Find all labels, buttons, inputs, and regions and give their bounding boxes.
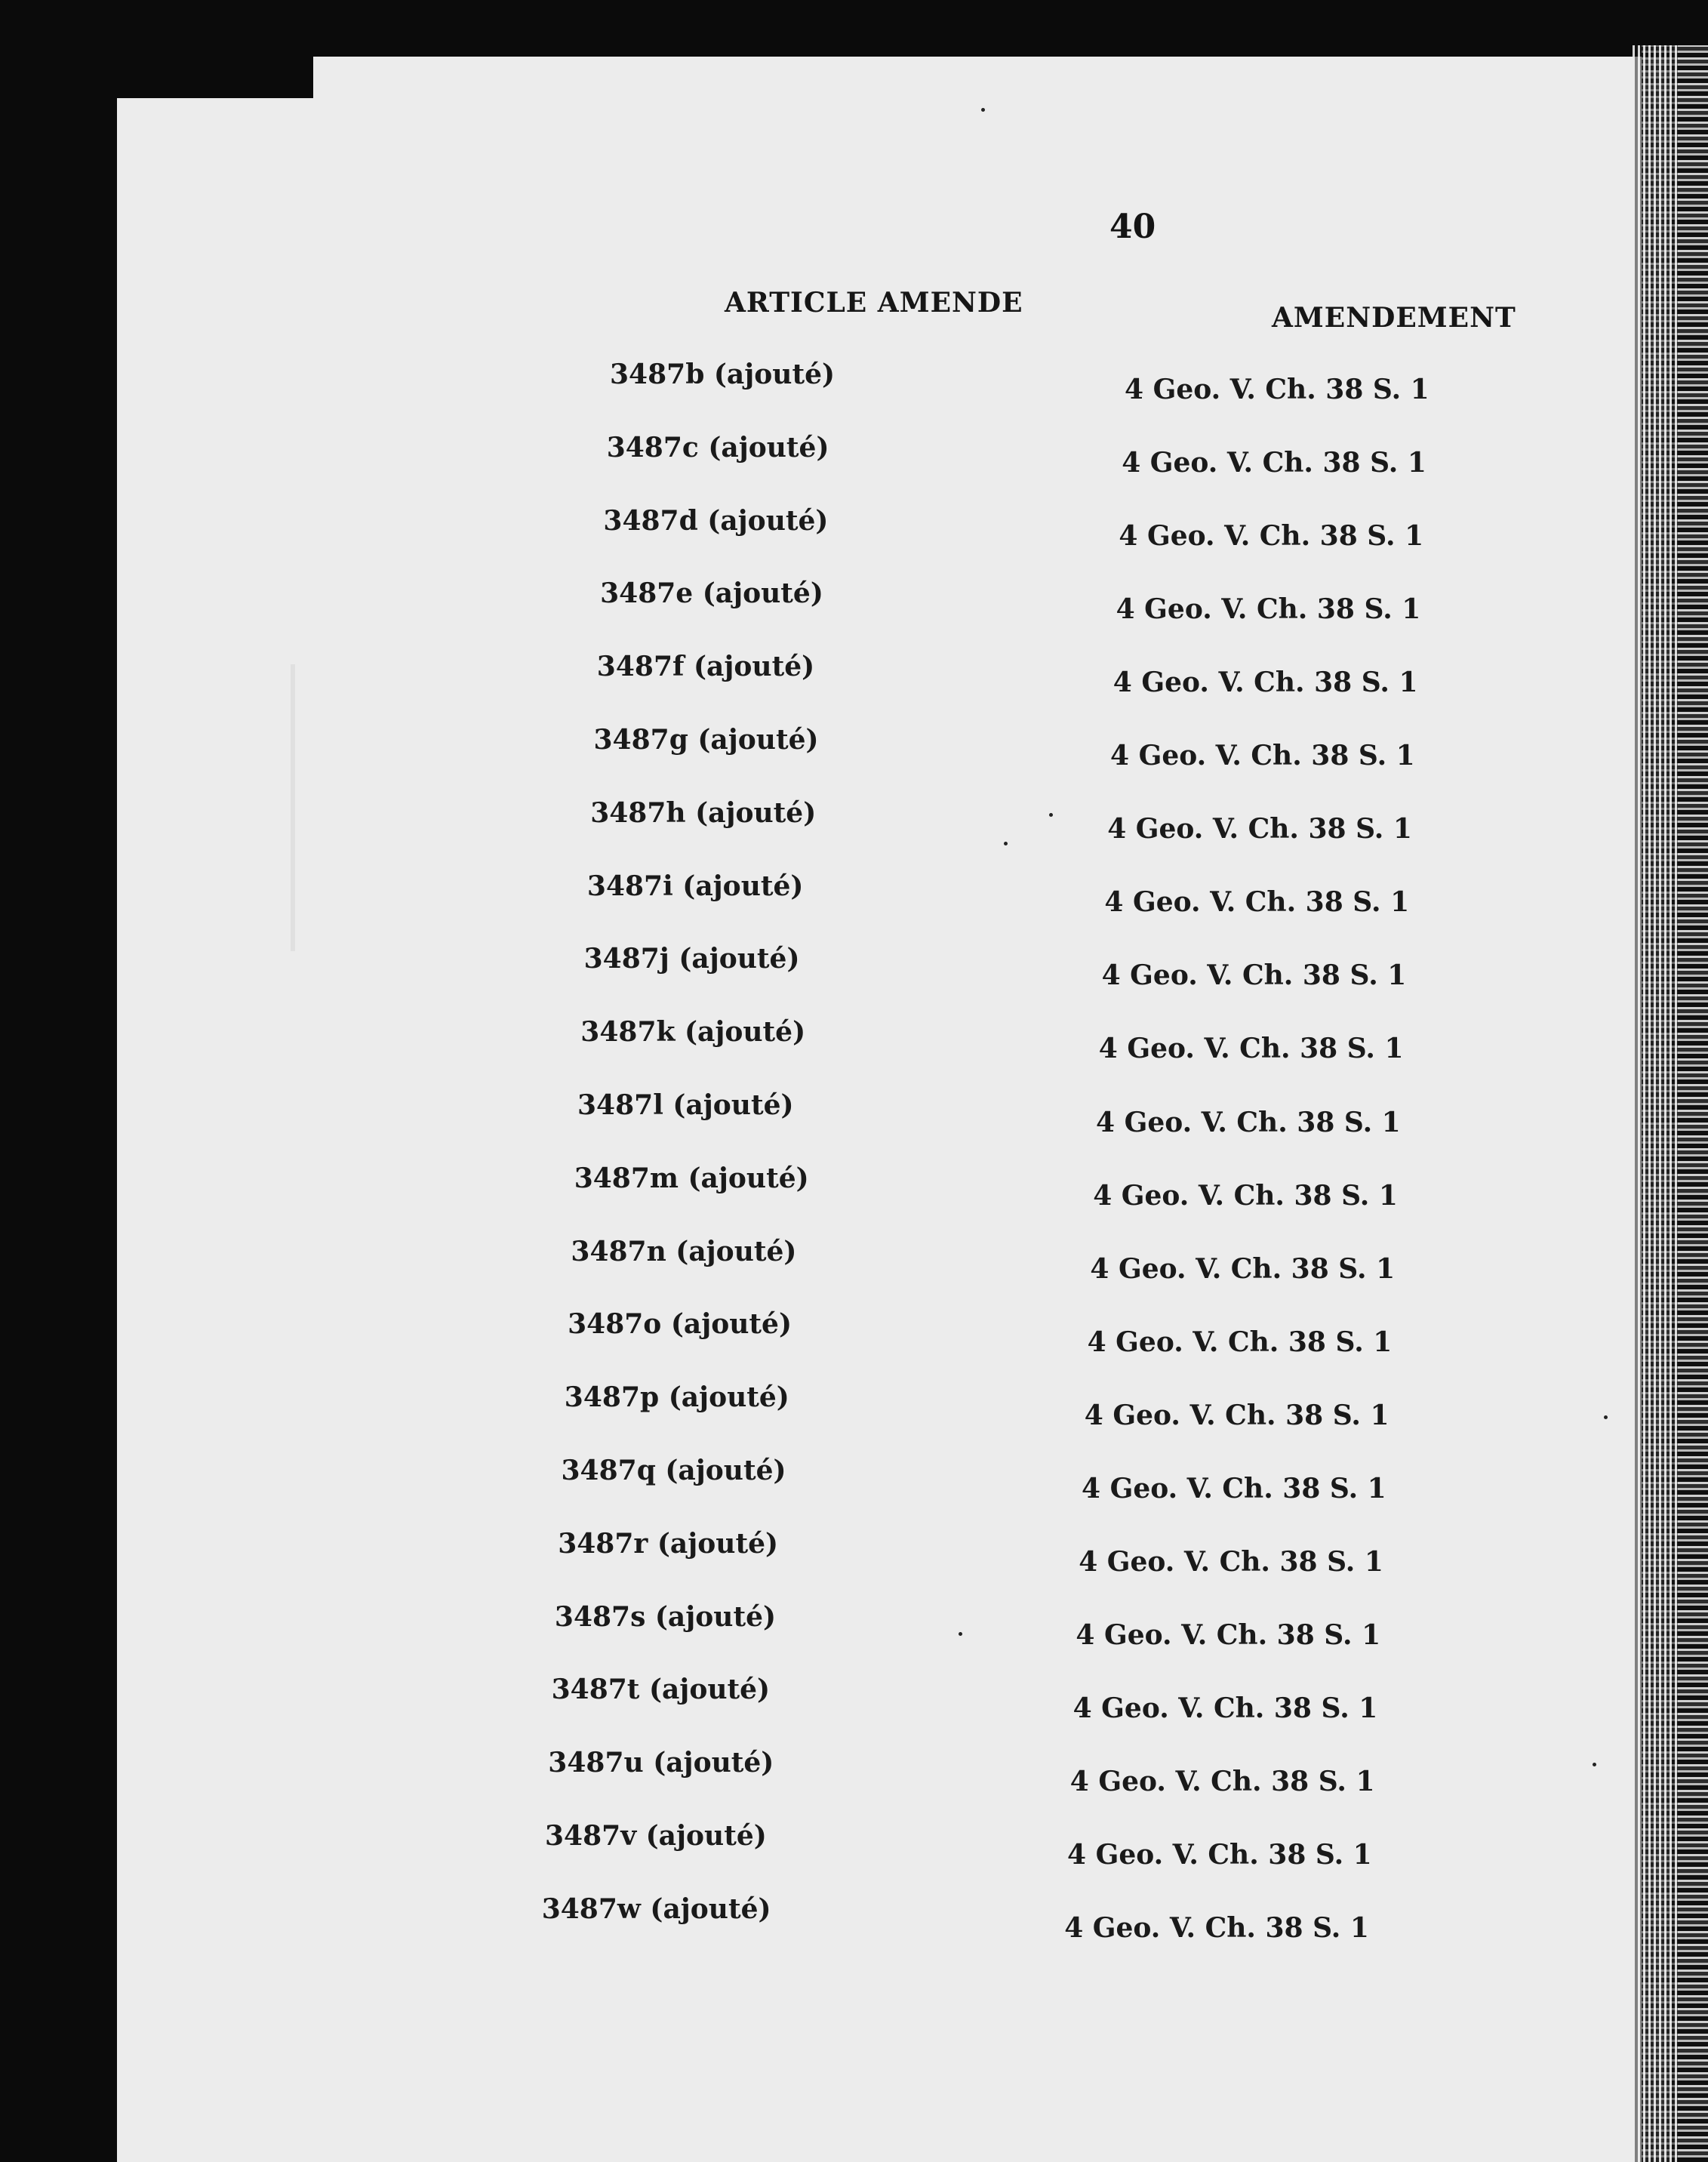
article-cell: 3487r (ajouté) — [558, 1527, 779, 1560]
article-cell: 3487k (ajouté) — [580, 1016, 806, 1049]
amendment-cell: 4 Geo. V. Ch. 38 S. 1 — [1096, 1106, 1401, 1138]
amendment-cell: 4 Geo. V. Ch. 38 S. 1 — [1090, 1252, 1396, 1285]
amendment-cell: 4 Geo. V. Ch. 38 S. 1 — [1107, 813, 1412, 845]
speck — [1049, 813, 1053, 817]
article-cell: 3487l (ajouté) — [577, 1089, 794, 1121]
article-cell: 3487n (ajouté) — [571, 1235, 797, 1267]
article-cell: 3487e (ajouté) — [600, 577, 823, 610]
speck — [981, 108, 985, 112]
amendment-cell: 4 Geo. V. Ch. 38 S. 1 — [1093, 1179, 1398, 1212]
article-cell: 3487i (ajouté) — [586, 870, 804, 902]
article-cell: 3487g (ajouté) — [593, 724, 819, 756]
article-cell: 3487j (ajouté) — [583, 943, 800, 975]
amendment-cell: 4 Geo. V. Ch. 38 S. 1 — [1116, 593, 1421, 626]
amendment-cell: 4 Geo. V. Ch. 38 S. 1 — [1125, 374, 1429, 405]
amendment-cell: 4 Geo. V. Ch. 38 S. 1 — [1073, 1692, 1378, 1724]
amendment-cell: 4 Geo. V. Ch. 38 S. 1 — [1087, 1326, 1393, 1358]
speck — [1004, 842, 1008, 845]
article-cell: 3487c (ajouté) — [606, 431, 829, 464]
article-cell: 3487m (ajouté) — [574, 1162, 809, 1194]
amendment-cell: 4 Geo. V. Ch. 38 S. 1 — [1076, 1618, 1381, 1651]
speck — [1593, 1763, 1596, 1766]
document-page — [117, 98, 1672, 2162]
article-cell: 3487o (ajouté) — [568, 1308, 792, 1341]
speck — [1604, 1415, 1608, 1419]
amendment-cell: 4 Geo. V. Ch. 38 S. 1 — [1122, 447, 1426, 479]
article-cell: 3487q (ajouté) — [561, 1455, 786, 1486]
header-amendment: AMENDEMENT — [1272, 302, 1516, 334]
article-cell: 3487f (ajouté) — [596, 651, 815, 683]
article-cell: 3487d (ajouté) — [603, 504, 829, 537]
header-article: ARTICLE AMENDE — [725, 287, 1023, 319]
amendment-cell: 4 Geo. V. Ch. 38 S. 1 — [1069, 1765, 1375, 1797]
amendment-cell: 4 Geo. V. Ch. 38 S. 1 — [1079, 1545, 1383, 1578]
amendment-cell: 4 Geo. V. Ch. 38 S. 1 — [1067, 1839, 1372, 1871]
amendment-cell: 4 Geo. V. Ch. 38 S. 1 — [1082, 1472, 1386, 1504]
article-cell: 3487p (ajouté) — [564, 1381, 789, 1414]
article-cell: 3487u (ajouté) — [548, 1747, 774, 1779]
article-cell: 3487v (ajouté) — [545, 1820, 767, 1852]
amendment-cell: 4 Geo. V. Ch. 38 S. 1 — [1119, 520, 1424, 553]
amendment-cell: 4 Geo. V. Ch. 38 S. 1 — [1104, 886, 1410, 919]
amendment-cell: 4 Geo. V. Ch. 38 S. 1 — [1113, 667, 1418, 699]
page-number: 40 — [1109, 208, 1156, 246]
scan-edge-texture — [1633, 45, 1678, 2162]
amendment-cell: 4 Geo. V. Ch. 38 S. 1 — [1084, 1399, 1389, 1431]
speck — [959, 1632, 962, 1636]
article-cell: 3487t (ajouté) — [551, 1674, 771, 1706]
amendment-cell: 4 Geo. V. Ch. 38 S. 1 — [1110, 740, 1415, 772]
amendment-cell: 4 Geo. V. Ch. 38 S. 1 — [1098, 1033, 1404, 1065]
article-cell: 3487b (ajouté) — [610, 359, 836, 390]
article-cell: 3487s (ajouté) — [554, 1600, 777, 1633]
bleed-through-mark — [291, 664, 348, 951]
amendment-cell: 4 Geo. V. Ch. 38 S. 1 — [1064, 1912, 1369, 1945]
amendment-cell: 4 Geo. V. Ch. 38 S. 1 — [1101, 959, 1407, 992]
article-cell: 3487h (ajouté) — [590, 796, 817, 829]
article-cell: 3487w (ajouté) — [541, 1893, 771, 1925]
